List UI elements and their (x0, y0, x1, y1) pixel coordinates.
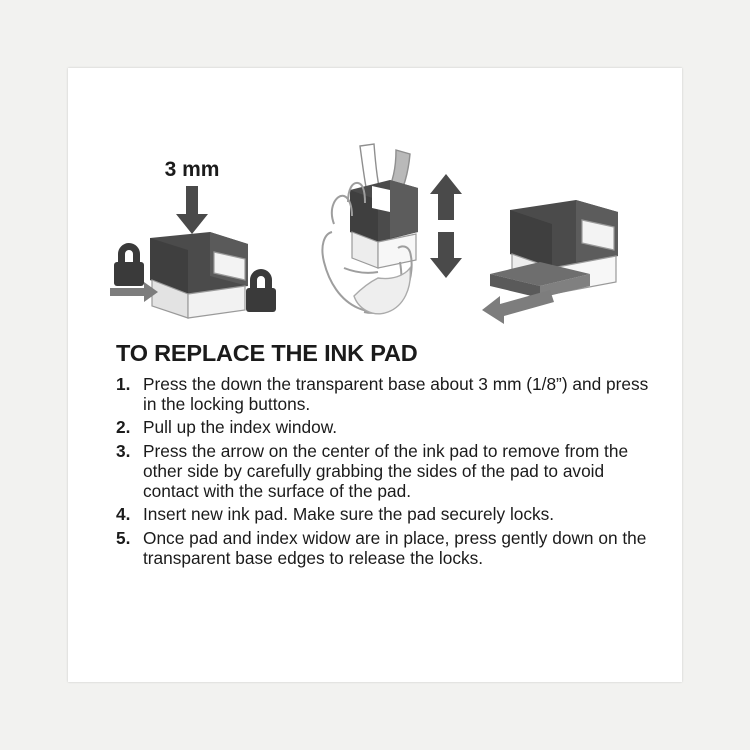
list-item (116, 441, 656, 502)
list-item (116, 528, 656, 568)
hand-palm (354, 268, 410, 314)
step-number: 2. (116, 417, 131, 438)
padlock-icon (114, 243, 144, 286)
step-text: Press the down the transparent base about 3 mm (1/8”) and press in the locking buttons. (143, 374, 649, 415)
step-number: 4. (116, 504, 131, 525)
down-arrow-icon (430, 232, 462, 278)
up-arrow-icon (430, 174, 462, 220)
stamp-body-icon (350, 180, 418, 242)
diagram-panel-step1 (92, 128, 292, 358)
list-item (116, 417, 656, 437)
step-text: Once pad and index widow are in place, press gently down on the transparent base edges to release the locks. (143, 527, 647, 568)
step-text: Pull up the index window. (143, 417, 338, 438)
step-text: Press the arrow on the center of the ink pad to remove from the other side by carefully grabbing the sides of the pad to avoid contact with the surface of the pad. (143, 440, 629, 502)
left-arrow-icon (482, 290, 554, 324)
panel1-illustration (92, 128, 292, 358)
stamp-body-icon (150, 232, 248, 318)
diagram-row (68, 128, 682, 358)
diagram-panel-step3 (478, 128, 673, 358)
padlock-icon (246, 269, 276, 312)
instruction-sheet (68, 68, 682, 682)
instructions-text-block (116, 340, 656, 571)
measurement-label: 3 mm (164, 158, 220, 181)
panel2-illustration (286, 128, 486, 358)
step-text: Insert new ink pad. Make sure the pad securely locks. (143, 504, 555, 525)
list-item (116, 504, 656, 524)
step-number: 1. (116, 374, 131, 394)
step-number: 5. (116, 527, 131, 548)
step-number: 3. (116, 440, 131, 461)
down-arrow-icon (176, 186, 208, 234)
list-item (116, 374, 656, 414)
page-title: TO REPLACE THE INK PAD (116, 340, 418, 366)
steps-list (116, 374, 656, 568)
stamp-body-icon (510, 200, 618, 268)
panel3-illustration (478, 128, 673, 358)
diagram-panel-step2 (286, 128, 486, 358)
